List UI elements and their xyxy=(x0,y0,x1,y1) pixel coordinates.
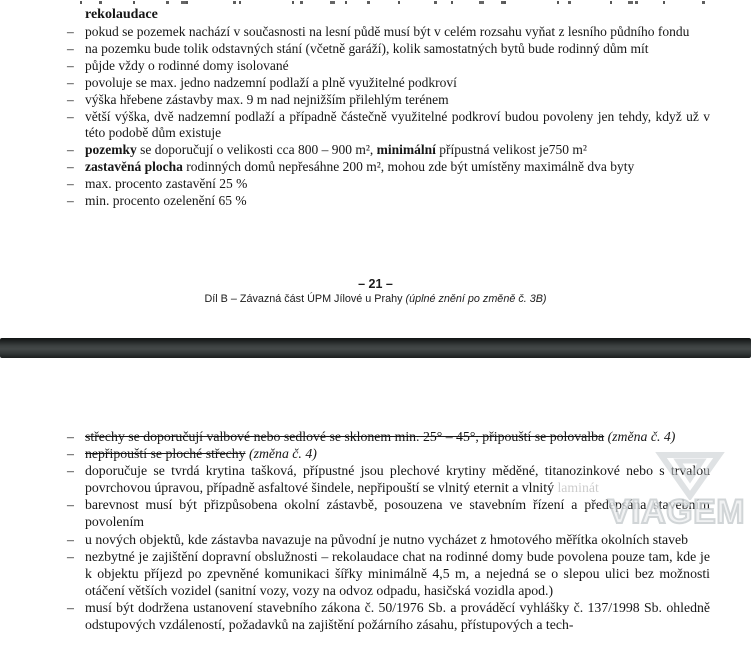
paragraph-heading: rekolaudace xyxy=(85,7,158,22)
item-text-bold: pozemky xyxy=(85,142,137,158)
list-item xyxy=(67,445,710,462)
item-text-strikethrough: střechy se doporučují valbové nebo sedlové se sklonem min. 25° – 45°, připouští se polovalba xyxy=(85,429,605,444)
list-item xyxy=(67,91,710,109)
footer-title-text: Díl B – Závazná část ÚPM Jílové u Prahy xyxy=(204,293,406,305)
item-text: doporučuje se tvrdá krytina tašková, přípustné jsou plechové krytiny měděné, titanozinkové nebo s trvalou povrchovou úpravou, případně asfaltové šindele, nepřipouští se vlnitý eternit a vlnitý xyxy=(85,463,710,496)
dash-bullet: – xyxy=(67,142,74,158)
page-number: – 21 – xyxy=(358,277,393,291)
item-text: půjde vždy o rodinné domy isolované xyxy=(85,57,289,73)
item-text: u nových objektů, kde zástavba navazuje na původní je nutno vycházet z hmotového měřítka okolních staveb xyxy=(85,531,689,547)
list-item xyxy=(67,108,710,143)
dash-bullet: – xyxy=(67,446,74,462)
item-text-bold: zastavěná plocha xyxy=(85,159,183,175)
footer-title-note: (úplné znění po změně č. 3B) xyxy=(405,293,547,305)
list-item xyxy=(67,193,710,210)
list-item xyxy=(67,548,710,599)
list-item xyxy=(67,57,710,75)
item-text: výška hřebene zástavby max. 9 m nad nejnižším přilehlým terénem xyxy=(85,91,449,107)
dash-bullet: – xyxy=(67,497,74,513)
item-text: rodinných domů nepřesáhne 200 m², mohou zde být umístěny maximálně dva byty xyxy=(182,159,635,175)
bullet-list-page2 xyxy=(0,428,751,633)
list-item xyxy=(67,159,710,176)
clipped-text-fragments xyxy=(80,1,711,4)
dash-bullet: – xyxy=(67,193,74,209)
document-page-2 xyxy=(0,428,751,633)
dash-bullet: – xyxy=(67,599,74,615)
item-text-faded: laminát xyxy=(557,480,599,496)
item-text: větší výška, dvě nadzemní podlaží a případně částečně využitelné podkroví budou povoleny jen tehdy, když už v této podobě dům existuje xyxy=(85,108,710,141)
list-item xyxy=(67,74,710,92)
list-item xyxy=(67,24,710,41)
page-separator xyxy=(0,338,751,358)
item-text: pokud se pozemek nachází v současnosti na lesní půdě musí být v celém rozsahu vyňat z lesního půdního fondu xyxy=(85,24,690,39)
item-text: min. procento ozelenění 65 % xyxy=(85,193,247,209)
list-item xyxy=(67,599,710,633)
dash-bullet: – xyxy=(67,463,74,479)
dash-bullet: – xyxy=(67,159,74,175)
page-footer xyxy=(0,277,751,306)
list-item xyxy=(67,496,710,530)
dash-bullet: – xyxy=(67,108,74,124)
item-text-italic: (změna č. 4) xyxy=(604,429,676,444)
dash-bullet: – xyxy=(67,531,74,547)
item-text: musí být dodržena ustanovení stavebního zákona č. 50/1976 Sb. a prováděcí vyhlášky č. 137/1998 Sb. ohledně odstupových vzdáleností, požadavků na zajištění požárního zásahu, přístupových a tech- xyxy=(85,599,710,633)
dash-bullet: – xyxy=(67,176,74,192)
list-item xyxy=(67,142,710,159)
document-page-1 xyxy=(0,0,751,305)
item-text-italic: (změna č. 4) xyxy=(245,446,317,462)
dash-bullet: – xyxy=(67,548,74,564)
list-item xyxy=(67,428,710,445)
item-text: se doporučují o velikosti cca 800 – 900 m², xyxy=(136,142,377,158)
dash-bullet: – xyxy=(67,429,74,444)
item-text: povoluje se max. jedno nadzemní podlaží a plně využitelné podkroví xyxy=(85,74,457,90)
list-item xyxy=(67,531,710,548)
item-text: barevnost musí být přizpůsobena okolní zástavbě, posouzena ve stavebním řízení a předepsána stavebním povolením xyxy=(85,497,710,530)
item-text-strikethrough: nepřipouští se ploché střechy xyxy=(85,446,246,462)
dash-bullet: – xyxy=(67,91,74,107)
watermark-text: VIAGEM xyxy=(608,493,746,531)
list-item xyxy=(67,462,710,496)
dash-bullet: – xyxy=(67,24,74,39)
footer-document-title xyxy=(0,293,751,306)
bullet-list-page1 xyxy=(0,24,751,210)
item-text: na pozemku bude tolik odstavných stání (včetně garáží), kolik samostatných bytů bude rodinný dům mít xyxy=(85,40,649,56)
item-text: přípustná velikost je750 m² xyxy=(435,142,587,158)
list-item xyxy=(67,176,710,193)
item-text-bold: minimální xyxy=(376,142,436,158)
dash-bullet: – xyxy=(67,40,74,56)
list-item xyxy=(67,40,710,58)
dash-bullet: – xyxy=(67,57,74,73)
item-text: nezbytné je zajištění dopravní obslužnosti – rekolaudace chat na rodinné domy bude povolena pouze tam, kde je k objektu příjezd po zpevněné komunikaci šířky minimálně 4,5 m, a nejedná se o slepou ulici bez možnosti otáčení větších vozidel (sanitní vozy, vozy na odvoz odpadu, hasičská vozidla apod.) xyxy=(85,548,710,598)
item-text: max. procento zastavění 25 % xyxy=(85,176,248,192)
dash-bullet: – xyxy=(67,74,74,90)
